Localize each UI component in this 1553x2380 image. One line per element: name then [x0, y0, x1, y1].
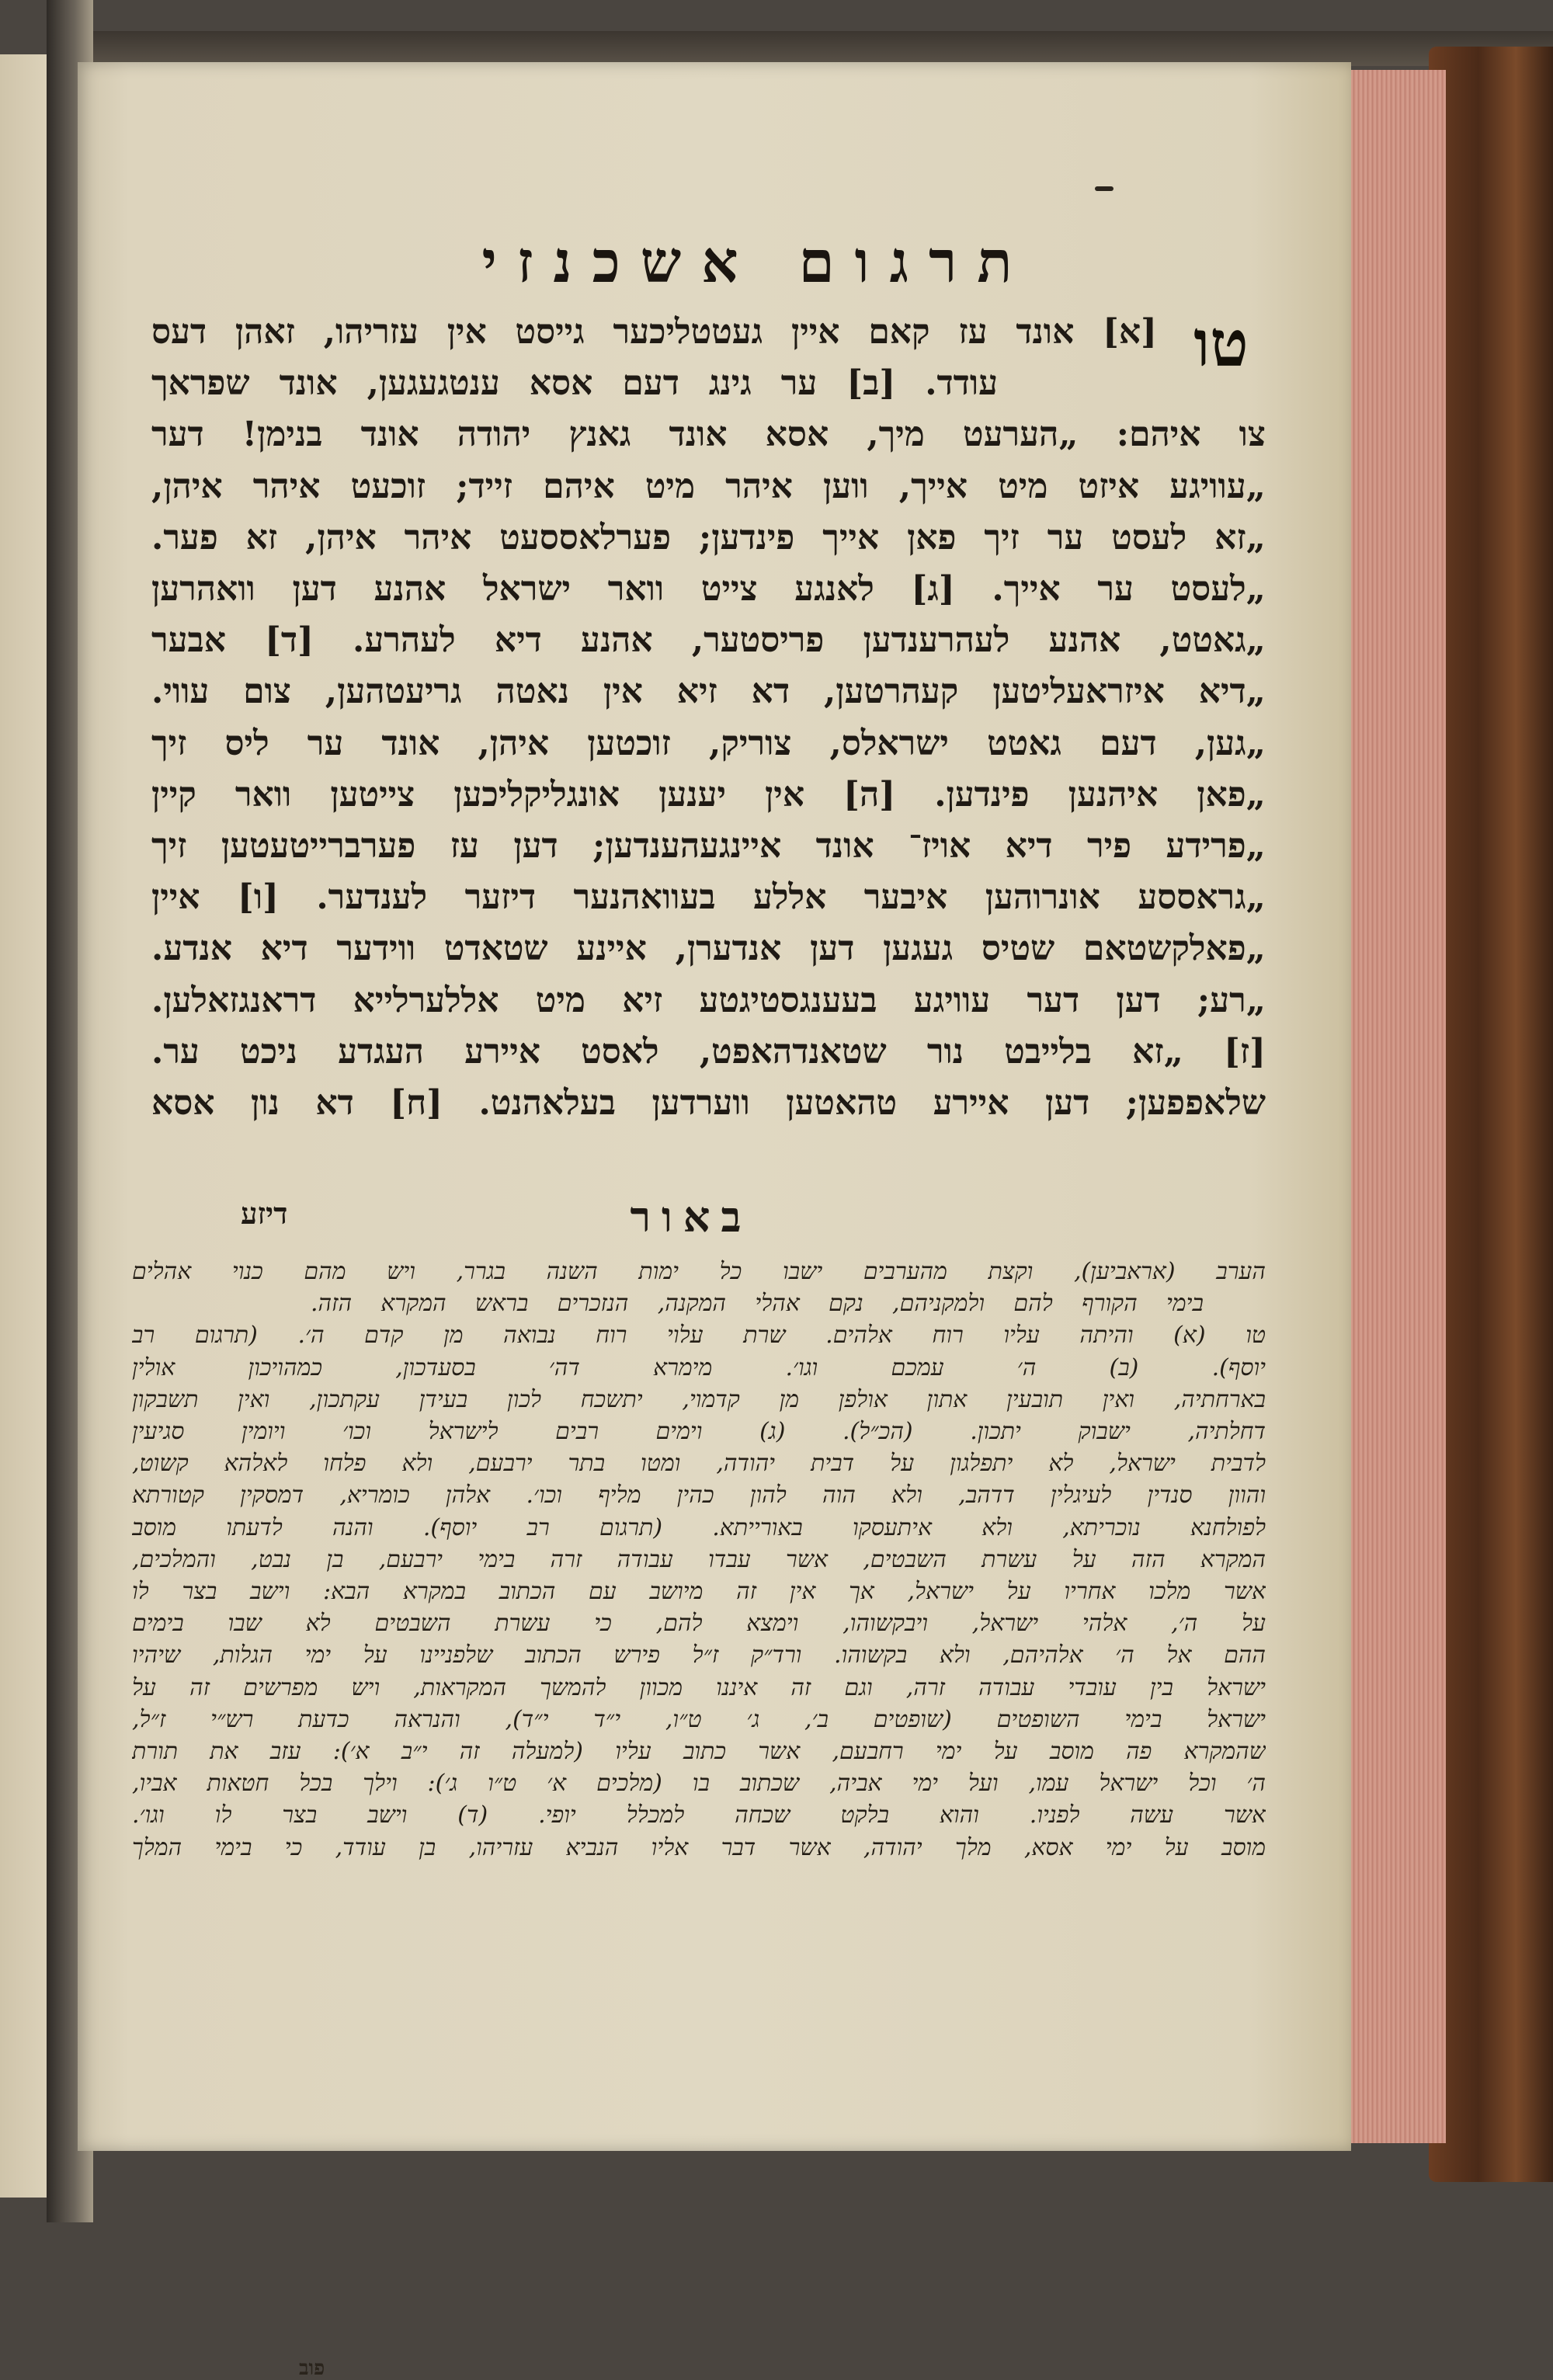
commentary-line: יוסף). (ב) ה׳ עמכם וגו׳. מימרא דה׳ בסעדכון, כמהויכון אולין	[132, 1353, 1266, 1381]
main-text-line: צו איהם: „הערעט מיך, אסא אונד גאנץ יהודה אונד בנימן! דער	[151, 415, 1266, 455]
page-fore-edge	[1343, 70, 1446, 2143]
book-page	[78, 62, 1351, 2380]
main-text-line: „זא לעסט ער זיך פאן אייך פינדען; פערלאססעט איהר איהן, זא פער.	[151, 517, 1266, 558]
commentary-line: לפולחנא נוכריתא, ולא איתעסקו באורייתא. (תרגום רב יוסף). והנה לדעתו מוסב	[132, 1513, 1266, 1541]
commentary-line: מוסב על ימי אסא, מלך יהודה, אשר דבר אליו הנביא עזריהו, בן עודד, כי בימי המלך	[132, 1833, 1266, 1861]
main-text-line: שלאפפען; דען איירע טהאטען ווערדען בעלאהנט. [ח] דא נון אסא	[151, 1083, 1266, 1123]
commentary-line: דחלתיה, ישבוק יתכון. (הכ״ל). (ג) וימים רבים לישראל וכו׳ ויומין סגיעין	[132, 1418, 1266, 1445]
commentary-line: ההם אל ה׳ אלהיהם, ולא בקשוהו. ורד״ק ז״ל פירש הכתוב שלפניינו על ימי הגלות, שיהיו	[132, 1642, 1266, 1669]
commentary-line: לדבית ישראל, לא יתפלגון על דבית יהודה, ומטו בתר ירבעם, ולא פלחו לאלהא קשוט,	[132, 1450, 1266, 1478]
chapter-number: טו	[1193, 307, 1249, 381]
commentary-line: המקרא הזה על עשרת השבטים, אשר עבדו עבודה זרה בימי ירבעם, בן נבט, והמלכים,	[132, 1545, 1266, 1573]
commentary-line: ישראל בימי השופטים (שופטים ב׳, ג׳ ט״ו, י״ד י״ד), והנראה כדעת רש״י ז״ל,	[132, 1705, 1266, 1733]
main-text-line: „גען, דעם גאטט ישראלס, צוריק, זוכטען איהן, אונד ער ליס זיך	[151, 723, 1266, 763]
main-text-line: „לעסט ער אייך. [ג] לאנגע צייט וואר ישראל אהנע דען וואהרען	[151, 569, 1266, 609]
main-text-line: „גאטט, אהנע לעהרענדען פריסטער, אהנע דיא לעהרע. [ד] אבער	[151, 620, 1266, 661]
commentary-line: טו (א) והיתה עליו רוח אלהים. שרת עלוי רוח נבואה מן קדם ה׳. (תרגום רב	[132, 1322, 1266, 1350]
commentary-line: בימי הקורף להם ולמקניהם, נקם אהלי המקנה, הנזכרים בראש המקרא הזה.	[311, 1290, 1204, 1318]
catchword: דיזע	[241, 1196, 288, 1231]
signature-mark: פוב	[299, 2357, 325, 2380]
commentary-line: בארחתיה, ואין תובעין אתון אולפן מן קדמוי, יתשכח לכון בעידן עקתכון, ואין תשבקון	[132, 1385, 1266, 1413]
commentary-line: אשר עשה לפניו. והוא בלקט שכחה למכלל יופי. (ד) וישב בצר לו וגו׳.	[132, 1802, 1266, 1829]
commentary-line: ה׳ וכל ישראל עמו, ועל ימי אביה, שכתוב בו (מלכים א׳ ט״ו ג׳): וילך בכל חטאות אביו,	[132, 1770, 1266, 1798]
main-text-line: „רע; דען דער עוויגע בעענגסטיגטע זיא מיט אללערלייא דראנגזאלען.	[151, 980, 1266, 1020]
main-text-line: „גראססע אונרוהען איבער אללע בעוואהנער דיזער לענדער. [ו] איין	[151, 877, 1266, 918]
main-text-line: „פאלקשטאם שטיס געגען דען אנדערן, איינע שטאדט ווידער דיא אנדע.	[151, 929, 1266, 969]
commentary-line: אשר מלכו אחריו על ישראל, אך אין זה מיושב עם הכתוב במקרא הבא: וישב בצר לו	[132, 1578, 1266, 1605]
commentary-line: הערב (אראביען), וקצת מהערבים ישבו כל ימות השנה בגרר, ויש מהם כנוי אהלים	[132, 1258, 1266, 1285]
book-cover	[1429, 47, 1553, 2182]
main-text-line: [ז] „זא בלייבט נור שטאנדהאפט, לאסט איירע העגדע ניכט ער.	[151, 1031, 1266, 1072]
main-text-line: „פרידע פיר דיא אויז־ אונד איינגעהענדען; דען עז פערברייטעטען זיך	[151, 826, 1266, 866]
running-title: תרגום אשכנזי	[481, 229, 1033, 296]
main-text-line: עודד. [ב] ער גינג דעם אסא ענטגעגען, אונד שפראך	[151, 363, 998, 404]
main-text-line: „עוויגע איזט מיט אייך, ווען איהר מיט איהם זייד; זוכעט איהר איהן,	[151, 466, 1266, 506]
main-text-line: [א] אונד עז קאם איין געטטליכער גייסט אין עזריהו, זאהן דעס	[151, 312, 1157, 352]
printer-mark	[1095, 186, 1114, 191]
commentary-line: והוון סנדין לעיגלין דדהב, ולא הוה להון כהין מליף וכו׳. אלהן כומריא, דמסקין קטורתא	[132, 1482, 1266, 1510]
main-text-line: „דיא איזראעליטען קעהרטען, דא זיא אין נאטה גריעטהען, צום עווי.	[151, 672, 1266, 712]
main-text-line: „פאן איהנען פינדען. [ה] אין יענען אונגליקליכען צייטען וואר קיין	[151, 774, 1266, 815]
book-top-edge	[78, 31, 1553, 66]
commentary-line: על ה׳, אלהי ישראל, ויבקשוהו, וימצא להם, כי עשרת השבטים לא שבו בימים	[132, 1610, 1266, 1638]
commentary-line: שהמקרא פה מוסב על ימי רחבעם, אשר כתוב עליו (למעלה זה י״ב א׳): עזב את תורת	[132, 1738, 1266, 1765]
commentary-line: ישראל בין עובדי עבודה זרה, וגם זה איננו מכוון להמשך המקראות, ויש מפרשים זה על	[132, 1673, 1266, 1701]
commentary-title: באור	[630, 1192, 752, 1242]
